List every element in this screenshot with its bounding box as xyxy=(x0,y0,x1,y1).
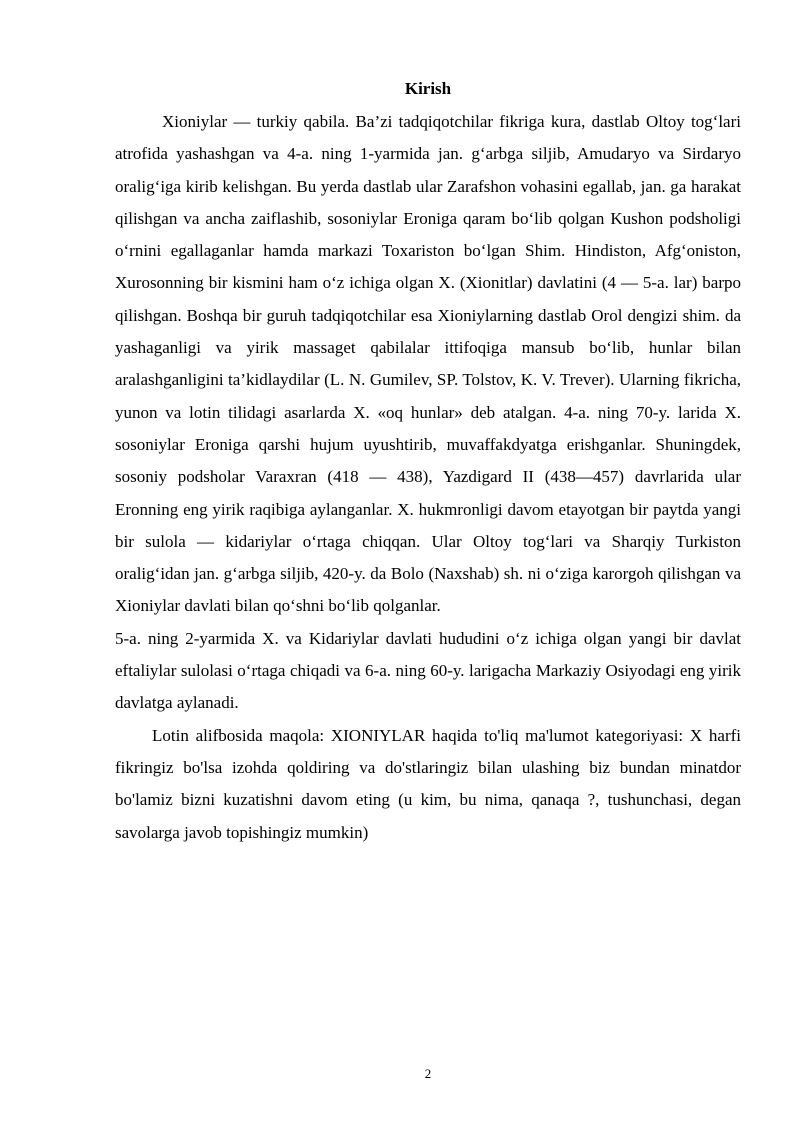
paragraph-intro: Xioniylar — turkiy qabila. Ba’zi tadqiqotchilar fikriga kura, dastlab Oltoy tog‘lari atrofida yashashgan va 4-a. ning 1-yarmida jan. g‘arbga siljib, Amudaryo va Sirdaryo oralig‘iga kirib kelishgan. Bu yerda dastlab ular Zarafshon vohasini egallab, jan. ga harakat qilishgan va ancha zaiflashib, sosoniylar Eroniga qaram bo‘lib qolgan Kushon podsholigi o‘rnini egallaganlar hamda markazi Toxariston bo‘lgan Shim. Hindiston, Afg‘oniston, Xurosonning bir kismini ham o‘z ichiga olgan X. (Xionitlar) davlatini (4 — 5-a. lar) barpo qilishgan. Boshqa bir guruh tadqiqotchilar esa Xioniylarning dastlab Orol dengizi shim. da yashaganligi va yirik massaget qabilalar ittifoqiga mansub bo‘lib, hunlar bilan aralashganligini ta’kidlaydilar (L. N. Gumilev, SP. Tolstov, K. V. Trever). Ularning fikricha, yunon va lotin tilidagi asarlarda X. «oq hunlar» deb atalgan. 4-a. ning 70-y. larida X. sosoniylar Eroniga qarshi hujum uyushtirib, muvaffakdyatga erishganlar. Shuningdek, sosoniy podsholar Varaxran (418 — 438), Yazdigard II (438—457) davrlarida ular Eronning eng yirik raqibiga aylanganlar. X. hukmronligi davom etayotgan bir paytda yangi bir sulola — kidariylar o‘rtaga chiqqan. Ular Oltoy tog‘lari va Sharqiy Turkiston oralig‘idan jan. g‘arbga siljib, 420-y. da Bolo (Naxshab) sh. ni o‘ziga karorgoh qilishgan va Xioniylar davlati bilan qo‘shni bo‘lib qolganlar. xyxy=(115,112,741,616)
paragraph-eftaliylar: 5-a. ning 2-yarmida X. va Kidariylar davlati hududini o‘z ichiga olgan yangi bir davlat eftaliylar sulolasi o‘rtaga chiqadi va 6-a. ning 60-y. larigacha Markaziy Osiyodagi eng yirik davlatga aylanadi. xyxy=(115,628,741,713)
paragraph-latin-note: Lotin alifbosida maqola: XIONIYLAR haqida to'liq ma'lumot kategoriyasi: X harfi fikringiz bo'lsa izohda qoldiring va do'stlaringiz bilan ulashing biz bundan minatdor bo'lamiz bizni kuzatishni davom eting (u kim, bu nima, qanaqa ?, tushunchasi, degan savolarga javob topishingiz mumkin) xyxy=(115,725,741,842)
body-text xyxy=(115,106,741,849)
page-number: 2 xyxy=(424,1066,432,1081)
page-title: Kirish xyxy=(404,79,452,98)
